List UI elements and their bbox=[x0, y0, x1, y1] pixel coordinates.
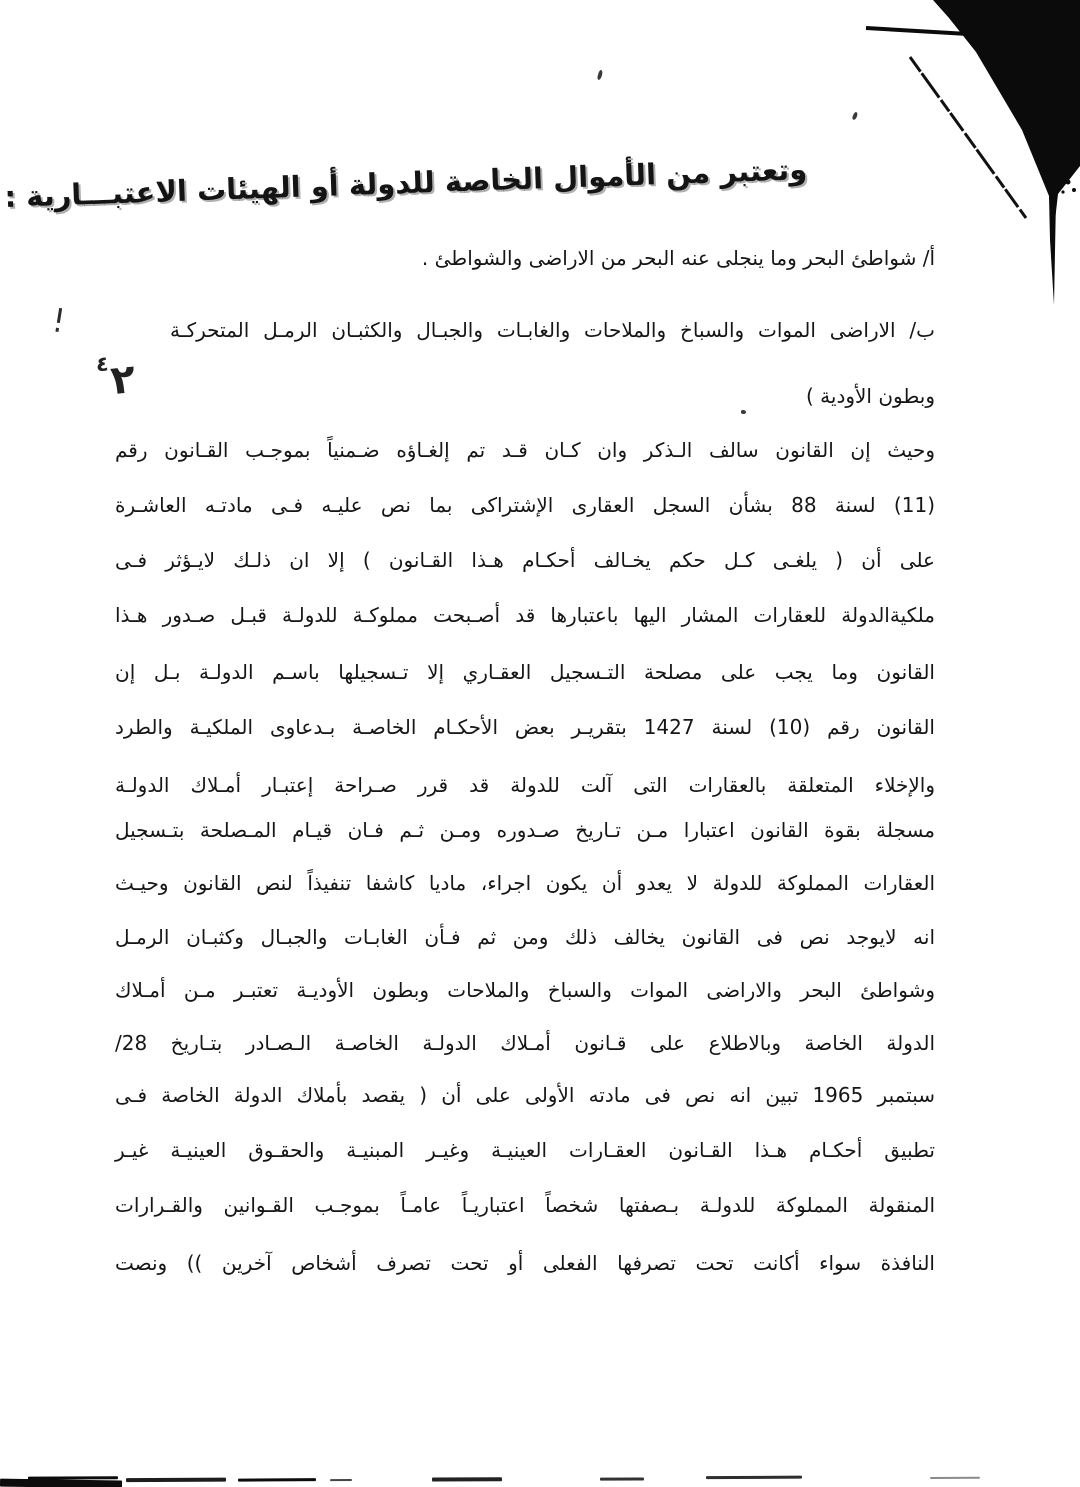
paragraph-line: انه لايوجد نص فى القانون يخالف ذلك ومن ثم فـأن الغابـات والجبـال وكثبـان الرمـل bbox=[115, 925, 935, 949]
paragraph-line: سبتمبر 1965 تبين انه نص فى مادته الأولى على أن ( يقصد بأملاك الدولة الخاصة فـى bbox=[115, 1083, 935, 1107]
paragraph-line: العقارات المملوكة للدولة لا يعدو أن يكون اجراء، ماديا كاشفا تنفيذاً لنص القانون وحيـث bbox=[115, 871, 935, 895]
ink-speck bbox=[741, 410, 746, 414]
paragraph-line: النافذة سواء أكانت تحت تصرفها الفعلى أو تحت تصرف أشخاص آخرين )) ونصت bbox=[115, 1251, 935, 1275]
corner-spike bbox=[1049, 196, 1056, 305]
fold-line bbox=[866, 28, 968, 34]
paragraph-line: مسجلة بقوة القانون اعتبارا مـن تـاريخ صـدوره ومـن ثـم فـان قيـام المـصلحة بتـسجيل bbox=[115, 818, 935, 842]
list-item-b-line2: وبطون الأودية ) bbox=[806, 384, 935, 408]
stray-pen-mark bbox=[57, 308, 62, 323]
paragraph-line: القانون وما يجب على مصلحة التـسجيل العقـاري إلا تـسجيلها باسـم الدولـة بـل إن bbox=[115, 660, 935, 684]
handwritten-heading: وتعتبر من الأموال الخاصة للدولة أو الهيئات الاعتبـــارية : bbox=[3, 152, 808, 215]
corner-speckle bbox=[1072, 188, 1076, 192]
list-item-a: أ/ شواطئ البحر وما ينجلى عنه البحر من الاراضى والشواطئ . bbox=[421, 246, 935, 270]
paragraph-line: وحيث إن القانون سالف الـذكر وان كـان قـد تم إلغـاؤه ضـمنياً بموجـب القـانون رقم bbox=[115, 438, 935, 462]
paragraph-line: ملكيةالدولة للعقارات المشار اليها باعتبارها قد أصـبحت مملوكـة للدولـة قبـل صـدور هـذا bbox=[115, 603, 935, 627]
scan-artifact-bottom-streaks bbox=[0, 1467, 1080, 1487]
corner-speckle bbox=[1061, 190, 1064, 193]
margin-digit-small: ٤ bbox=[96, 352, 109, 376]
paragraph-line: تطبيق أحكـام هـذا القـانون العقـارات العينيـة وغيـر المبنيـة والحقـوق العينيـة غيـر bbox=[115, 1138, 935, 1162]
paragraph-line: الدولة الخاصة وبالاطلاع على قـانون أمـلاك الدولـة الخاصـة الـصـادر بتـاريخ 28/ bbox=[115, 1031, 935, 1055]
paragraph-line: القانون رقم (10) لسنة 1427 بتقريـر بعض الأحكـام الخاصـة بـدعاوى الملكيـة والطرد bbox=[115, 715, 935, 739]
paragraph-line: وشواطئ البحر والاراضى الموات والسباخ والملاحات وبطون الأوديـة تعتبـر مـن أمـلاك bbox=[115, 978, 935, 1002]
corner-speckle bbox=[1066, 180, 1071, 185]
paragraph-line: المنقولة المملوكة للدولـة بـصفتها شخصاً اعتباريـاً عامـاً بموجـب القـوانين والقـرارات bbox=[115, 1193, 935, 1217]
margin-page-number bbox=[96, 352, 138, 405]
paragraph-line: والإخلاء المتعلقة بالعقارات التى آلت للدولة قد قرر صـراحة إعتبـار أمـلاك الدولـة bbox=[115, 773, 935, 797]
margin-digit-large: ٢ bbox=[108, 355, 138, 405]
paragraph-line: (11) لسنة 88 بشأن السجل العقارى الإشتراكى بما نص عليـه فـى مادتـه العاشـرة bbox=[115, 493, 935, 517]
ink-speck bbox=[597, 70, 604, 81]
paragraph-line: على أن ( يلغـى كـل حكم يخـالف أحكـام هـذا القـانون ) إلا ان ذلـك لايـؤثر فـى bbox=[115, 548, 935, 572]
list-item-b-line1: ب/ الاراضى الموات والسباخ والملاحات والغابـات والجبـال والكثبـان الرمـل المتحركـة bbox=[170, 318, 935, 342]
